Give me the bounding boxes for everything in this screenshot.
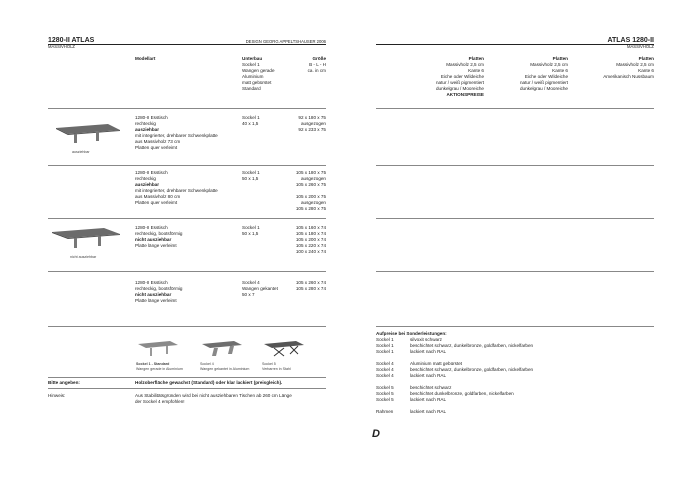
row-divider	[376, 108, 654, 109]
size-header-line: B - L - H	[309, 62, 326, 67]
base-header-block	[242, 62, 275, 92]
row2-model	[135, 170, 218, 206]
row-divider	[48, 326, 326, 327]
surcharge-text: beschichtet schwarz, dunkelbronze, goldfarben, nickelfarben	[410, 367, 534, 372]
price-col-2	[504, 56, 568, 92]
price-col-line: dunkelgrau / Mooreiche	[435, 86, 484, 91]
surcharge-text: beschichtet dunkelbronze, goldfarben, nickelfarben	[410, 391, 514, 396]
notes-divider	[48, 377, 326, 378]
surcharge-texts	[410, 337, 533, 415]
model-line: Platten quer verleimt	[135, 200, 178, 205]
row-divider	[376, 165, 654, 166]
model-line: 1280-II Esstisch	[135, 170, 168, 175]
price-col-line: Massivholz 2,5 cm	[616, 62, 654, 67]
size-line: 105 x 220 x 74	[295, 243, 326, 248]
image-caption-extendable: ausziehbar	[72, 150, 90, 154]
left-page-subtitle: MASSIVHOLZ	[48, 44, 75, 49]
base-option-1-caption	[136, 362, 183, 371]
row-divider	[48, 218, 326, 219]
model-line: nicht ausziehbar	[135, 237, 172, 242]
surcharge-text: Aluminium matt gebürstet	[410, 361, 463, 366]
base-option-desc: Verbarren in Stahl	[262, 366, 291, 371]
base-header-line: Sockel 1	[242, 62, 260, 67]
model-line: mit integrierter, drehbarer Schwenkplatte	[135, 188, 218, 193]
notes-divider	[48, 388, 326, 389]
right-page-subtitle: MASSIVHOLZ	[627, 44, 654, 49]
hint-line: der Sockel 4 empfohlen!	[135, 399, 185, 404]
size-line: 105 x 260 x 75	[295, 182, 326, 187]
surcharge-label: Sockel 5	[376, 391, 394, 396]
row1-base	[242, 115, 260, 127]
price-col-3	[590, 56, 654, 80]
price-col-line: Kante 6	[638, 68, 654, 73]
surcharge-label: Sockel 4	[376, 367, 394, 372]
table-extendable-image	[50, 118, 122, 146]
price-col-line: Kante 6	[468, 68, 484, 73]
price-col-line: Kante 6	[552, 68, 568, 73]
size-line: 92 x 180 x 75	[298, 115, 326, 120]
row2-base	[242, 170, 260, 182]
note-label-hint: Hinweis:	[48, 393, 66, 398]
price-col-promo: AKTIONSPREISE	[446, 92, 484, 97]
price-col-header: Platten	[468, 56, 484, 61]
size-line: 105 x 260 x 74	[295, 280, 326, 285]
model-line: Platte länge verleimt	[135, 298, 177, 303]
surcharge-label: Sockel 1	[376, 349, 394, 354]
left-header-rule	[48, 44, 326, 45]
surcharge-text: silvoxit schwarz	[410, 337, 442, 342]
base-option-5-image	[262, 336, 306, 358]
surcharge-label: Sockel 1	[376, 343, 394, 348]
note-text-hint	[135, 393, 292, 405]
price-col-header: Platten	[638, 56, 654, 61]
surcharge-label: Sockel 5	[376, 397, 394, 402]
model-line: rechteckig	[135, 121, 156, 126]
col-header-size: Größe	[312, 56, 326, 61]
price-col-header: Platten	[552, 56, 568, 61]
size-header-block	[280, 62, 326, 74]
surcharge-labels	[376, 337, 394, 415]
base-option-title: Sockel 1 - Standard	[136, 362, 170, 366]
row3-size	[270, 225, 326, 255]
model-line: ausziehbar	[135, 127, 159, 132]
hint-line: Aus Stabilitätsgründen wird bei nicht ausziehbaren Tischen ab 260 cm Länge	[135, 393, 292, 398]
row-divider	[48, 165, 326, 166]
model-line: ausziehbar	[135, 182, 159, 187]
right-page-title: ATLAS 1280-II	[607, 37, 654, 44]
brand-logo: D	[372, 428, 380, 440]
base-line: Wangen gekantet	[242, 286, 278, 291]
base-option-4-caption	[200, 362, 249, 371]
row-divider	[48, 271, 326, 272]
image-caption-fixed: nicht ausziehbar	[70, 255, 97, 259]
model-line: rechteckig	[135, 176, 156, 181]
size-line: 105 x 280 x 74	[295, 286, 326, 291]
size-header-line: ca. in cm	[307, 68, 326, 73]
size-line: 105 x 180 x 75	[295, 170, 326, 175]
price-col-line: Massivholz 2,5 cm	[530, 62, 568, 67]
base-option-1-image	[136, 336, 180, 358]
price-col-line: natur / weiß pigmentiert	[436, 80, 484, 85]
model-line: 1280-II Esstisch	[135, 225, 168, 230]
surcharge-label: Sockel 1	[376, 337, 394, 342]
size-line: 100 x 240 x 74	[295, 249, 326, 254]
base-line: 50 x 1,5	[242, 231, 259, 236]
surcharge-text: beschichtet schwarz, dunkelbronze, goldfarben, nickelfarben	[410, 343, 534, 348]
surcharge-label: Sockel 4	[376, 361, 394, 366]
row1-model	[135, 115, 218, 151]
price-col-line: dunkelgrau / Mooreiche	[519, 86, 568, 91]
base-header-line: Standard	[242, 86, 261, 91]
model-line: 1280-II Esstisch	[135, 115, 168, 120]
size-line: 105 x 280 x 75	[295, 206, 326, 211]
price-col-line: Eiche oder Wildeiche	[440, 74, 484, 79]
model-line: aus Massivholz 80 cm	[135, 194, 181, 199]
base-option-title: Sockel 5	[262, 362, 276, 366]
model-line: Platten quer verleimt	[135, 145, 178, 150]
price-col-line: natur / weiß pigmentiert	[520, 80, 568, 85]
base-line: Sockel 1	[242, 225, 260, 230]
row-divider	[376, 218, 654, 219]
base-line: 40 x 1,5	[242, 121, 259, 126]
model-line: aus Massivholz 73 cm	[135, 139, 181, 144]
surcharge-title: Aufpreise bei Sonderleistungen:	[376, 331, 447, 336]
surcharge-text: lackiert nach RAL	[410, 373, 447, 378]
model-line: rechteckig, bootsförmig	[135, 231, 183, 236]
surcharge-label: Rahmen	[376, 409, 394, 414]
size-line: ausgezogen	[300, 121, 326, 126]
base-option-5-caption	[262, 362, 291, 371]
price-col-line: Massivholz 2,5 cm	[446, 62, 484, 67]
base-option-desc: Wangen gerade in Aluminium	[136, 366, 183, 371]
base-line: Sockel 1	[242, 115, 260, 120]
row4-model	[135, 280, 183, 304]
row-divider	[376, 326, 654, 327]
model-line: 1280-II Esstisch	[135, 280, 168, 285]
row-divider	[376, 271, 654, 272]
price-col-line: Eiche oder Wildeiche	[524, 74, 568, 79]
base-header-line: matt gebürstet	[242, 80, 272, 85]
row3-base	[242, 225, 260, 237]
row1-size	[270, 115, 326, 133]
row3-model	[135, 225, 183, 249]
base-option-title: Sockel 4	[200, 362, 214, 366]
base-header-line: Wangen gerade	[242, 68, 275, 73]
table-fixed-image	[48, 224, 122, 252]
row4-size	[270, 280, 326, 292]
surcharge-label: Sockel 4	[376, 373, 394, 378]
model-line: nicht ausziehbar	[135, 292, 172, 297]
model-line: mit integrierter, drehbarer Schwenkplatte	[135, 133, 218, 138]
left-page-title: 1280-II ATLAS	[48, 37, 95, 44]
surcharge-label: Sockel 5	[376, 385, 394, 390]
surcharge-text: lackiert nach RAL	[410, 409, 447, 414]
note-label-specify: Bitte angeben:	[48, 380, 80, 385]
surcharge-text: beschichtet schwarz	[410, 385, 452, 390]
col-header-model: Modellart	[135, 56, 156, 61]
base-line: 50 x 7	[242, 292, 255, 297]
designer-credit: DESIGN GEORG APPELTSHAUSER 2006	[245, 39, 326, 44]
surcharge-text: lackiert nach RAL	[410, 397, 447, 402]
size-line: 105 x 200 x 74	[295, 237, 326, 242]
note-text-surface: Holzoberfläche gewachst (Standard) oder klar lackiert (preisgleich).	[135, 380, 283, 385]
size-line: 92 x 233 x 75	[298, 127, 326, 132]
price-col-line: Amerikanisch Nussbaum	[603, 74, 654, 79]
base-option-4-image	[200, 336, 244, 358]
base-line: 50 x 1,5	[242, 176, 259, 181]
size-line: 105 x 200 x 75	[295, 194, 326, 199]
base-line: Sockel 1	[242, 170, 260, 175]
model-line: rechteckig, bootsförmig	[135, 286, 183, 291]
model-line: Platte länge verleimt	[135, 243, 177, 248]
size-line: ausgezogen	[300, 176, 326, 181]
price-col-1	[420, 56, 484, 98]
size-line: 105 x 180 x 74	[295, 231, 326, 236]
size-line: 105 x 160 x 74	[295, 225, 326, 230]
row2-size	[270, 170, 326, 212]
row-divider	[48, 108, 326, 109]
col-header-base: Unterbau	[242, 56, 263, 61]
surcharge-text: lackiert nach RAL	[410, 349, 447, 354]
base-option-desc: Wangen gekantet in Aluminium	[200, 366, 250, 371]
right-header-rule	[376, 44, 654, 45]
base-line: Sockel 4	[242, 280, 260, 285]
base-header-line: Aluminium	[242, 74, 264, 79]
size-line: ausgezogen	[300, 200, 326, 205]
